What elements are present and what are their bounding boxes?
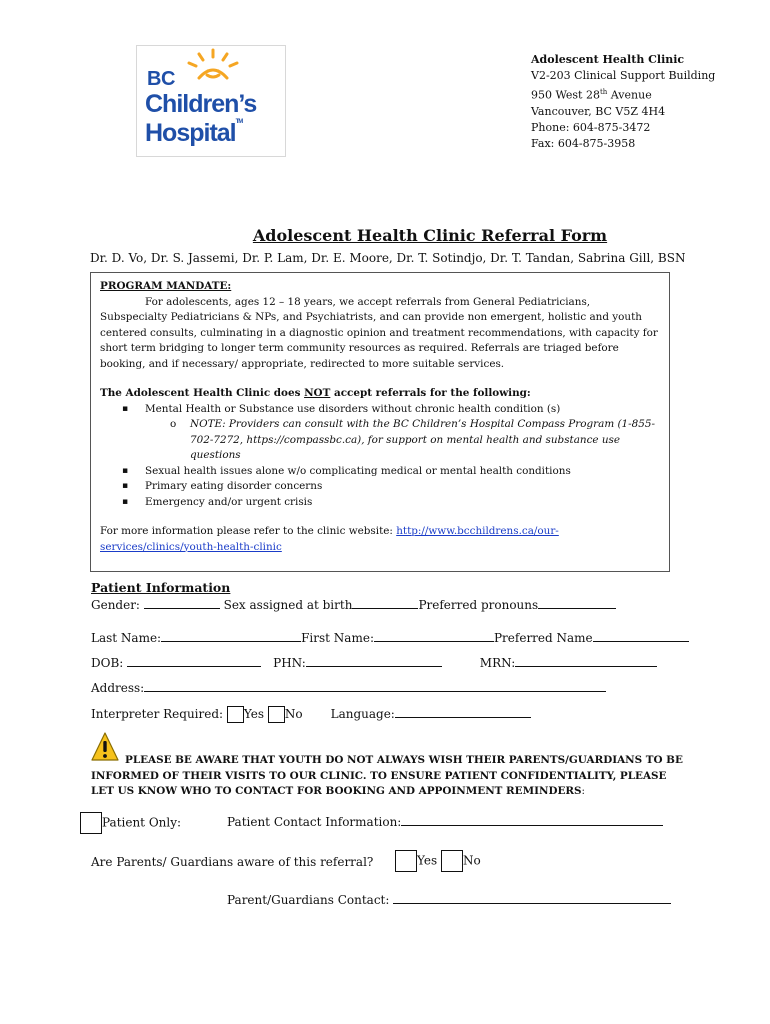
interpreter-row: Interpreter Required: Yes No Language: <box>91 706 531 723</box>
phn-field[interactable] <box>306 656 442 667</box>
last-name-field[interactable] <box>161 631 301 642</box>
address-field[interactable] <box>144 681 606 692</box>
name-row: Last Name: First Name: Preferred Name <box>91 631 689 645</box>
parents-aware-yes-checkbox[interactable] <box>395 850 417 872</box>
compass-note: o NOTE: Providers can consult with the BC Children’s Hospital Compass Program (1-855-702-7272, https://compassbc.ca), for support on mental health and substance use questions <box>100 417 660 464</box>
clinic-city: Vancouver, BC V5Z 4H4 <box>531 104 666 118</box>
mandate-line1: For adolescents, ages 12 – 18 years, we accept referrals from General Pediatricians, <box>145 295 591 308</box>
preferred-name-field[interactable] <box>593 631 689 642</box>
pronouns-field[interactable] <box>538 598 616 609</box>
mrn-field[interactable] <box>515 656 657 667</box>
clinic-website-link[interactable]: http://www.bcchildrens.ca/our-services/clinics/youth-health-clinic <box>100 525 559 553</box>
list-item: ▪ Primary eating disorder concerns <box>100 479 660 495</box>
patient-contact-field[interactable] <box>401 815 663 826</box>
confidentiality-warning: PLEASE BE AWARE THAT YOUTH DO NOT ALWAYS WISH THEIR PARENTS/GUARDIANS TO BE INFORMED OF THEIR VISITS TO OUR CLINIC. TO ENSURE PATIENT CONFIDENTIALITY, PLEASE LET US KNOW WHO TO CONTACT FOR BOOKING AND APPOINMENT REMINDERS: <box>91 754 683 797</box>
clinic-address-block <box>531 52 715 152</box>
logo-childrens: Children’s <box>145 90 257 118</box>
clinic-fax: Fax: 604-875-3958 <box>531 136 636 150</box>
exclusions-list <box>100 402 660 511</box>
clinic-street: 950 West 28th Avenue <box>531 88 652 102</box>
clinic-name: Adolescent Health Clinic <box>531 53 685 66</box>
guardian-contact-field[interactable] <box>393 893 671 904</box>
guardian-contact-row: Parent/Guardians Contact: <box>227 893 671 907</box>
doctor-list: Dr. D. Vo, Dr. S. Jassemi, Dr. P. Lam, Dr. E. Moore, Dr. T. Sotindjo, Dr. T. Tandan, Sabrina Gill, BSN <box>90 251 686 265</box>
parents-aware-label: Are Parents/ Guardians aware of this referral? <box>91 855 374 869</box>
patient-only-row: Patient Only: <box>80 812 181 834</box>
first-name-field[interactable] <box>374 631 494 642</box>
interpreter-no-checkbox[interactable] <box>268 706 285 723</box>
list-item: ▪ Sexual health issues alone w/o complicating medical or mental health conditions <box>100 464 660 480</box>
patient-only-checkbox[interactable] <box>80 812 102 834</box>
language-field[interactable] <box>395 707 531 718</box>
mandate-heading: PROGRAM MANDATE: <box>100 280 232 292</box>
patient-info-heading: Patient Information <box>91 580 231 595</box>
exclusions-heading: The Adolescent Health Clinic does NOT accept referrals for the following: <box>100 387 531 399</box>
address-row: Address: <box>91 681 606 695</box>
sun-logo-icon <box>183 48 243 82</box>
mandate-body: Subspecialty Pediatricians & NPs, and Psychiatrists, and can provide non emergent, holistic and youth centered consults, culminating in a diagnostic opinion and treatment recommendations, with capacity for short term bridging to longer term community resources as required. Referrals are triaged before booking, and if necessary/ appropriate, redirected to more suitable services. <box>100 311 658 370</box>
gender-field[interactable] <box>144 598 220 609</box>
sex-at-birth-field[interactable] <box>352 598 418 609</box>
patient-contact-row: Patient Contact Information: <box>227 815 663 829</box>
parents-aware-options: Yes No <box>395 850 481 872</box>
demographics-row: Gender: Sex assigned at birth Preferred pronouns <box>91 598 616 612</box>
dob-field[interactable] <box>127 656 261 667</box>
clinic-building: V2-203 Clinical Support Building <box>531 69 716 82</box>
form-title: Adolescent Health Clinic Referral Form <box>252 226 608 245</box>
interpreter-yes-checkbox[interactable] <box>227 706 244 723</box>
list-item: ▪ Mental Health or Substance use disorders without chronic health condition (s) <box>100 402 660 418</box>
more-info: For more information please refer to the clinic website: http://www.bcchildrens.ca/our-services/clinics/youth-health-clinic <box>100 525 559 553</box>
logo-hospital: Hospital™ <box>145 119 243 147</box>
id-row: DOB: PHN: MRN: <box>91 656 657 670</box>
bc-childrens-hospital-logo <box>136 45 286 157</box>
logo-bc: BC <box>147 68 175 90</box>
program-mandate-box <box>90 272 670 572</box>
list-item: ▪ Emergency and/or urgent crisis <box>100 495 660 511</box>
clinic-phone: Phone: 604-875-3472 <box>531 120 651 134</box>
parents-aware-no-checkbox[interactable] <box>441 850 463 872</box>
